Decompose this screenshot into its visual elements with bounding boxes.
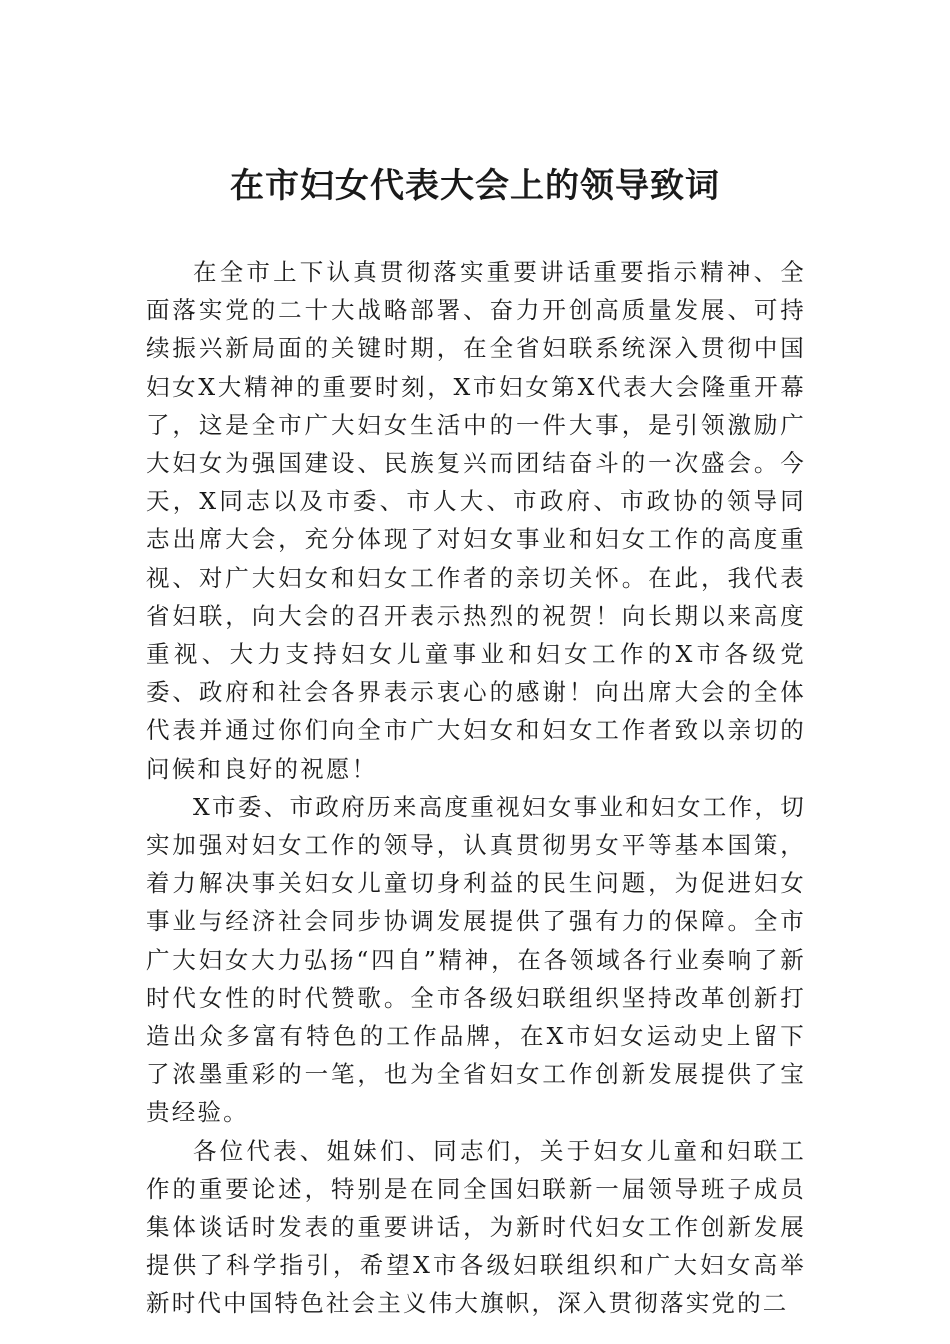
document-body [146,253,806,1323]
body-paragraph-1: 在全市上下认真贯彻落实重要讲话重要指示精神、全面落实党的二十大战略部署、奋力开创高质量发展、可持续振兴新局面的关键时期，在全省妇联系统深入贯彻中国妇女X大精神的重要时刻，X市妇女第X代表大会隆重开幕了，这是全市广大妇女生活中的一件大事，是引领激励广大妇女为强国建设、民族复兴而团结奋斗的一次盛会。今天，X同志以及市委、市人大、市政府、市政协的领导同志出席大会，充分体现了对妇女事业和妇女工作的高度重视、对广大妇女和妇女工作者的亲切关怀。在此，我代表省妇联，向大会的召开表示热烈的祝贺！向长期以来高度重视、大力支持妇女儿童事业和妇女工作的X市各级党委、政府和社会各界表示衷心的感谢！向出席大会的全体代表并通过你们向全市广大妇女和妇女工作者致以亲切的问候和良好的祝愿！ [146,258,806,783]
document-title: 在市妇女代表大会上的领导致词 [230,166,720,206]
body-paragraph-3: 各位代表、姐妹们、同志们，关于妇女儿童和妇联工作的重要论述，特别是在同全国妇联新一届领导班子成员集体谈话时发表的重要讲话，为新时代妇女工作创新发展提供了科学指引，希望X市各级妇联组织和广大妇女高举新时代中国特色社会主义伟大旗帜，深入贯彻落实党的二 [146,1136,806,1318]
body-paragraph-2: X市委、市政府历来高度重视妇女事业和妇女工作，切实加强对妇女工作的领导，认真贯彻男女平等基本国策，着力解决事关妇女儿童切身利益的民生问题，为促进妇女事业与经济社会同步协调发展提供了强有力的保障。全市广大妇女大力弘扬“四自”精神，在各领域各行业奏响了新时代女性的时代赞歌。全市各级妇联组织坚持改革创新打造出众多富有特色的工作品牌，在X市妇女运动史上留下了浓墨重彩的一笔，也为全省妇女工作创新发展提供了宝贵经验。 [146,792,806,1127]
